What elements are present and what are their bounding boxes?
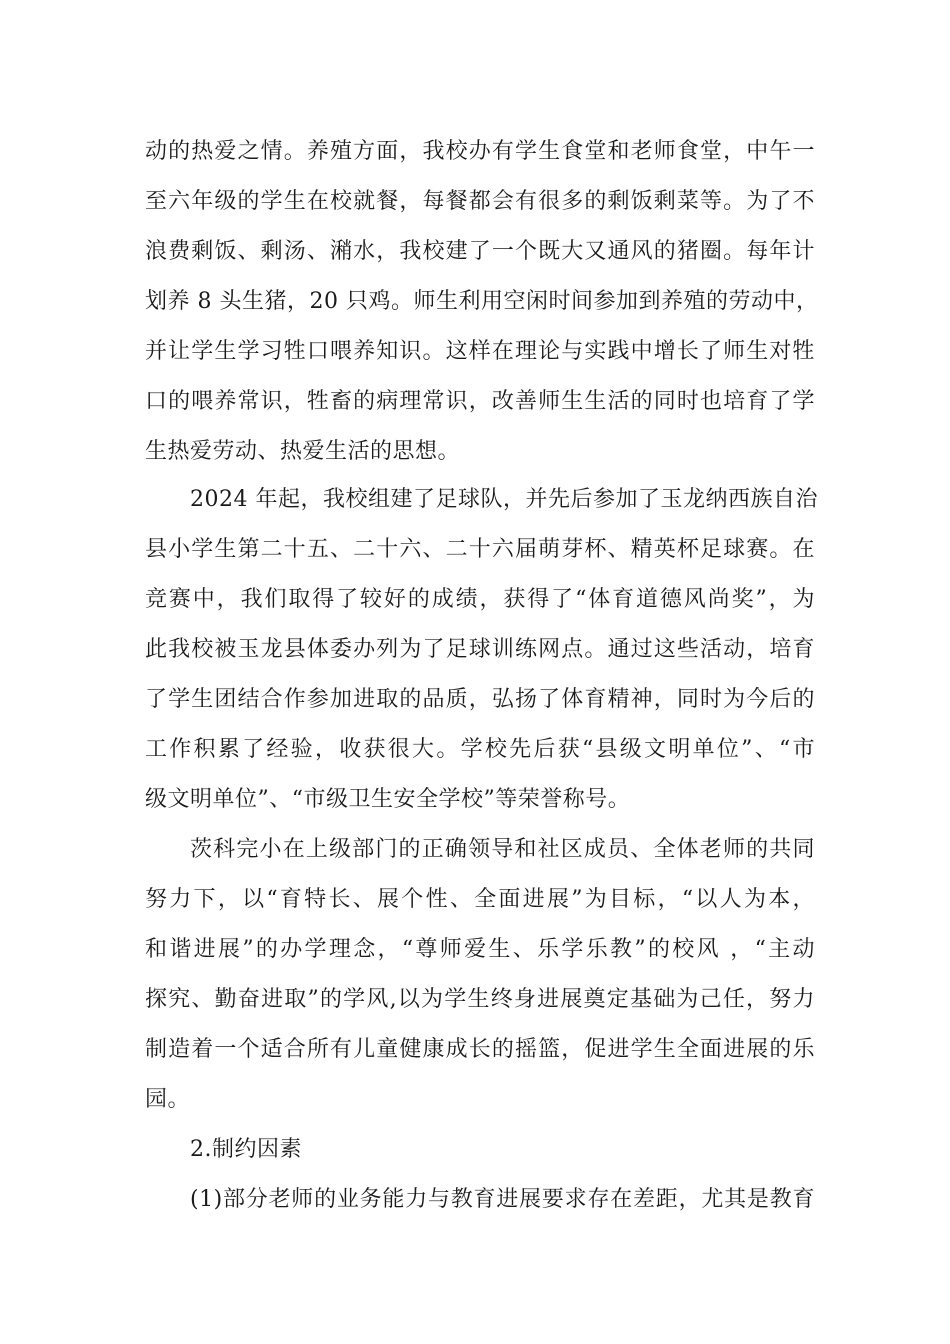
text-line: 县小学生第二十五、二十六、二十六届萌芽杯、精英杯足球赛。在: [145, 537, 815, 562]
text-line: 努力下，以“育特长、展个性、全面进展”为目标，“以人为本，: [145, 887, 815, 912]
text-line: 竞赛中，我们取得了较好的成绩，获得了“体育道德风尚奖”，为: [145, 587, 815, 612]
section-heading: 2.制约因素: [190, 1137, 302, 1162]
text-line: 此我校被玉龙县体委办列为了足球训练网点。通过这些活动，培育: [145, 637, 815, 662]
text-line: 茨科完小在上级部门的正确领导和社区成员、全体老师的共同: [190, 837, 815, 862]
text-line: 和谐进展”的办学理念，“尊师爱生、乐学乐教”的校风 ，“主动: [145, 937, 815, 962]
text-line: 园。: [145, 1087, 191, 1112]
text-line: 了学生团结合作参加进取的品质，弘扬了体育精神，同时为今后的: [145, 687, 815, 712]
text-line: 浪费剩饭、剩汤、潲水，我校建了一个既大又通风的猪圈。每年计: [145, 239, 815, 264]
text-line: 2024 年起，我校组建了足球队，并先后参加了玉龙纳西族自治: [190, 487, 818, 512]
text-line: 探究、勤奋进取”的学风,以为学生终身进展奠定基础为己任，努力: [145, 987, 815, 1012]
text-line: (1)部分老师的业务能力与教育进展要求存在差距，尤其是教育: [190, 1187, 815, 1212]
text-line: 制造着一个适合所有儿童健康成长的摇篮，促进学生全面进展的乐: [145, 1037, 815, 1062]
text-line: 划养 8 头生猪，20 只鸡。师生利用空闲时间参加到养殖的劳动中，: [145, 289, 819, 314]
text-line: 并让学生学习牲口喂养知识。这样在理论与实践中增长了师生对牲: [145, 339, 815, 364]
text-line: 动的热爱之情。养殖方面，我校办有学生食堂和老师食堂，中午一: [145, 139, 815, 164]
text-line: 口的喂养常识，牲畜的病理常识，改善师生生活的同时也培育了学: [145, 389, 815, 414]
text-line: 生热爱劳动、热爱生活的思想。: [145, 439, 461, 464]
text-line: 工作积累了经验，收获很大。学校先后获“县级文明单位”、“市: [145, 737, 815, 762]
text-line: 至六年级的学生在校就餐，每餐都会有很多的剩饭剩菜等。为了不: [145, 189, 815, 214]
text-line: 级文明单位”、“市级卫生安全学校”等荣誉称号。: [145, 787, 631, 812]
